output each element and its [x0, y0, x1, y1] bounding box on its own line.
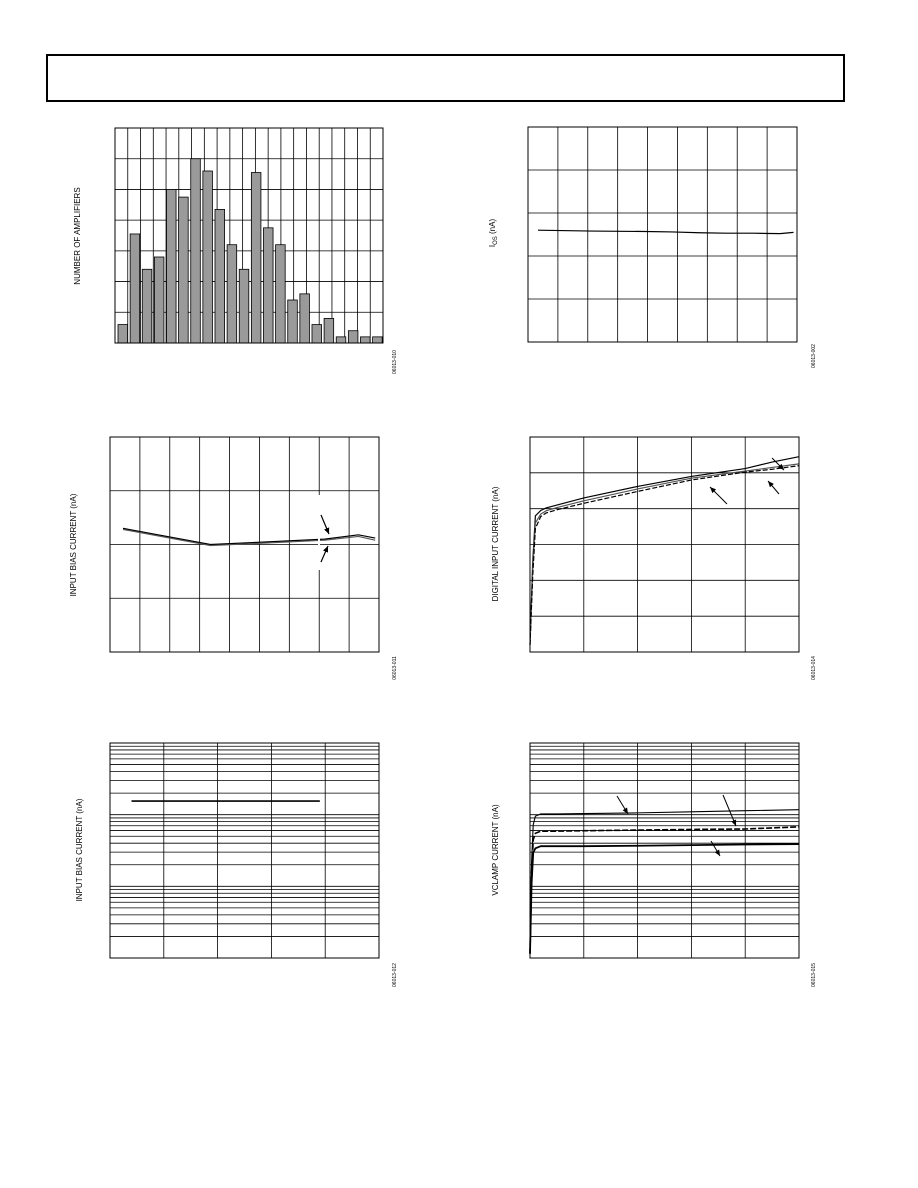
histogram-bar — [300, 294, 310, 343]
chart-c1-ylabel: NUMBER OF AMPLIFIERS — [73, 187, 82, 285]
series-line — [530, 466, 799, 645]
chart-c3-figure-id: 06013-011 — [392, 656, 398, 680]
chart-06013-014 — [491, 437, 817, 680]
histogram-bar — [373, 337, 383, 343]
series-line — [538, 230, 794, 233]
histogram-bar — [251, 173, 261, 343]
chart-06013-015 — [491, 743, 817, 987]
histogram-bar — [203, 171, 213, 343]
series-line — [530, 844, 799, 954]
histogram-bar — [276, 245, 286, 343]
chart-c5-figure-id: 06013-012 — [392, 963, 398, 987]
histogram-bar — [312, 325, 322, 343]
chart-c5-ylabel: INPUT BIAS CURRENT (nA) — [75, 798, 84, 902]
chart-06013-002 — [488, 127, 817, 368]
chart-c2-figure-id: 06013-002 — [811, 344, 817, 368]
chart-c4-figure-id: 06013-014 — [811, 656, 817, 680]
histogram-bar — [336, 337, 346, 343]
series-line — [530, 464, 799, 645]
histogram-bar — [215, 209, 225, 343]
histogram-bar — [360, 337, 370, 343]
chart-06013-010 — [73, 128, 398, 374]
chart-c4-ylabel: DIGITAL INPUT CURRENT (nA) — [491, 486, 500, 602]
histogram-bar — [118, 325, 128, 343]
histogram-bar — [227, 245, 237, 343]
curve-arrow-head — [715, 850, 720, 856]
histogram-bar — [324, 318, 334, 343]
histogram-bar — [263, 228, 273, 343]
chart-c5-frame — [110, 743, 379, 958]
chart-c6-ylabel: VCLAMP CURRENT (nA) — [491, 804, 500, 896]
chart-c6-figure-id: 06013-015 — [811, 963, 817, 987]
histogram-bar — [142, 269, 152, 343]
histogram-bar — [130, 234, 140, 343]
chart-c6-frame — [530, 743, 799, 958]
histogram-bar — [239, 269, 249, 343]
chart-c2-frame — [528, 127, 797, 342]
histogram-bar — [154, 257, 164, 343]
histogram-bar — [166, 189, 176, 343]
chart-06013-012 — [75, 743, 398, 987]
histogram-bar — [179, 197, 189, 343]
histogram-bar — [348, 331, 358, 343]
histogram-bar — [288, 300, 298, 343]
histogram-bar — [191, 159, 201, 343]
series-line — [530, 457, 799, 645]
chart-c1-figure-id: 06013-010 — [392, 350, 398, 374]
chart-c2-ylabel: $I_{OS}$ (nA) — [488, 218, 499, 248]
chart-c3-ylabel: INPUT BIAS CURRENT (nA) — [69, 493, 78, 597]
chart-06013-011 — [69, 437, 398, 680]
